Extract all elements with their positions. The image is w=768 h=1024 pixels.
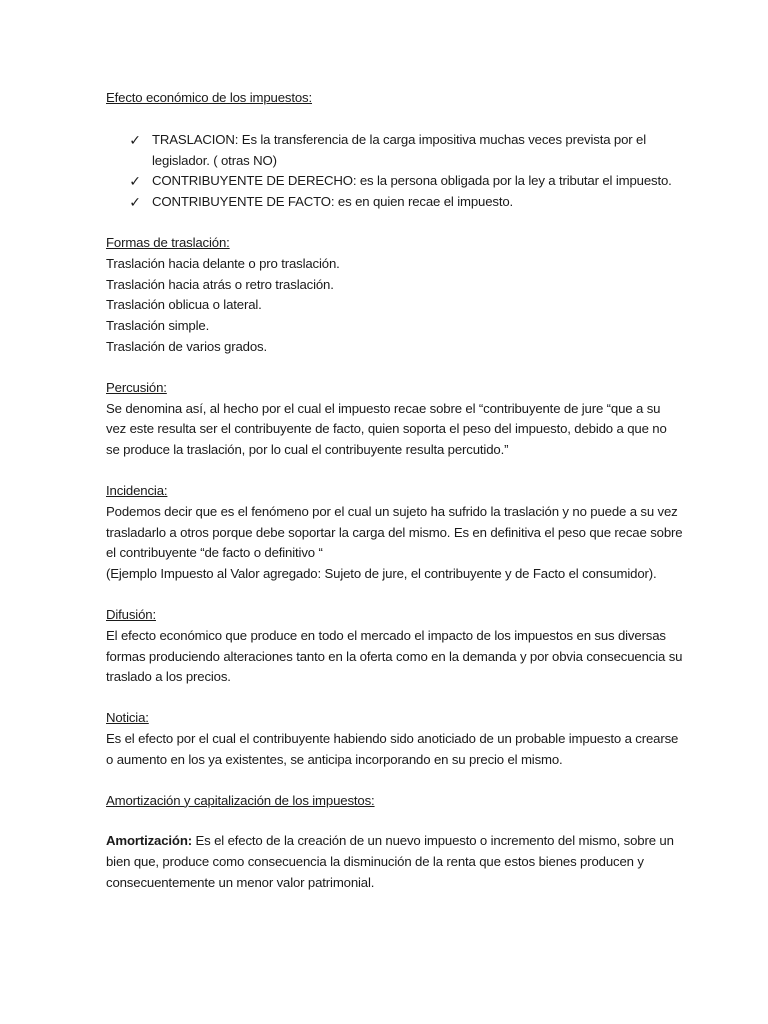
- list-item: Traslación hacia atrás o retro traslación.: [106, 276, 334, 292]
- check-icon: ✓: [129, 131, 141, 148]
- list-item: [106, 171, 672, 192]
- section-heading: Amortización y capitalización de los impuestos:: [106, 792, 375, 808]
- section-heading: Noticia:: [106, 710, 149, 726]
- section-heading: Difusión:: [106, 606, 156, 622]
- checklist: [106, 130, 672, 213]
- section-heading: Percusión:: [106, 379, 167, 395]
- document-title: Efecto económico de los impuestos:: [106, 90, 313, 105]
- paragraph-line: se produce la traslación, por lo cual el contribuyente resulta percutido.”: [106, 442, 509, 458]
- list-item: [106, 192, 666, 213]
- section-noticia: [106, 708, 679, 770]
- section-percusion: [106, 378, 666, 461]
- list-item: [106, 130, 666, 172]
- section-heading: Incidencia:: [106, 482, 168, 498]
- paragraph-line: (Ejemplo Impuesto al Valor agregado: Sujeto de jure, el contribuyente y de Facto el consumidor).: [106, 566, 657, 582]
- list-item-text: TRASLACION: Es la transferencia de la carga impositiva muchas veces prevista por el: [152, 131, 647, 147]
- paragraph-line: o aumento en los ya existentes, se anticipa incorporando en su precio el mismo.: [106, 751, 563, 767]
- paragraph-line: bien que, produce como consecuencia la disminución de la renta que estos bienes producen y: [106, 854, 644, 870]
- check-icon: ✓: [129, 194, 141, 211]
- section-difusion: [106, 605, 683, 688]
- paragraph-line: traslado a los precios.: [106, 669, 231, 685]
- check-icon: ✓: [129, 173, 141, 190]
- paragraph-line: Es el efecto por el cual el contribuyente habiendo sido anoticiado de un probable impuesto a crearse: [106, 730, 679, 746]
- list-item-text: CONTRIBUYENTE DE FACTO: es en quien recae el impuesto.: [152, 194, 514, 210]
- paragraph-line: Podemos decir que es el fenómeno por el cual un sujeto ha sufrido la traslación y no puede a su vez: [106, 503, 678, 519]
- list-item: Traslación simple.: [106, 318, 210, 334]
- list-item: Traslación oblicua o lateral.: [106, 297, 262, 313]
- paragraph-text: Es el efecto de la creación de un nuevo impuesto o incremento del mismo, sobre un: [191, 833, 674, 849]
- document-page: [106, 88, 683, 894]
- section-incidencia: [106, 481, 683, 585]
- list-item: Traslación hacia delante o pro traslación.: [106, 255, 340, 271]
- paragraph-line: Se denomina así, al hecho por el cual el impuesto recae sobre el “contribuyente de jure “que a su: [106, 400, 661, 416]
- paragraph-line: el contribuyente “de facto o definitivo “: [106, 545, 323, 561]
- list-item: Traslación de varios grados.: [106, 338, 267, 354]
- paragraph-line: formas produciendo alteraciones tanto en la oferta como en la demanda y por obvia consecuencia su: [106, 648, 683, 664]
- paragraph-line: consecuentemente un menor valor patrimonial.: [106, 874, 375, 890]
- paragraph-line: trasladarlo a otros porque debe soportar la carga del mismo. Es en definitiva el peso que recae sobre: [106, 524, 683, 540]
- list-item-text: CONTRIBUYENTE DE DERECHO: es la persona obligada por la ley a tributar el impuesto.: [152, 173, 672, 189]
- paragraph-line: vez este resulta ser el contribuyente de facto, quien soporta el peso del impuesto, debido a que no: [106, 421, 667, 437]
- section-formas: [106, 233, 666, 358]
- section-heading: Formas de traslación:: [106, 234, 230, 250]
- section-amortizacion: [106, 791, 674, 894]
- list-item-text: legislador. ( otras NO): [152, 152, 277, 168]
- paragraph-line: El efecto económico que produce en todo el mercado el impacto de los impuestos en sus diversas: [106, 627, 666, 643]
- paragraph-line: [106, 831, 674, 852]
- term-label: Amortización:: [106, 833, 192, 849]
